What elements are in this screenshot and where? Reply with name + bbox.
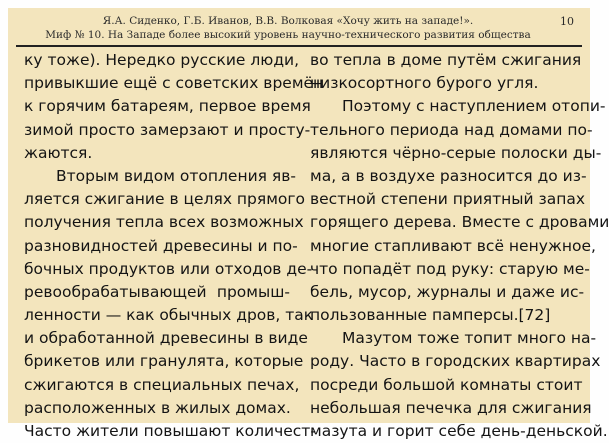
text-line: посреди большой комнаты стоит xyxy=(310,375,583,394)
right-text-column xyxy=(310,49,609,443)
header-chapter-title: Миф № 10. На Западе более высокий уровень научно-технического развития общества xyxy=(45,29,531,41)
text-line: к горячим батареям, первое время xyxy=(24,97,311,116)
text-line: являются чёрно-серые полоски ды- xyxy=(310,143,602,162)
document-page xyxy=(8,8,609,440)
text-line: вестной степени приятный запах xyxy=(310,190,586,209)
text-line: Часто жители повышают количест- xyxy=(24,422,316,440)
text-line: небольшая печечка для сжигания xyxy=(310,398,592,417)
text-line: расположенных в жилых домах. xyxy=(24,398,291,417)
page-number: 10 xyxy=(560,15,574,28)
text-line: горящего дерева. Вместе с дровами xyxy=(310,213,609,232)
text-line: низкосортного бурого угля. xyxy=(310,74,539,93)
text-line: бель, мусор, журналы и даже ис- xyxy=(310,282,585,301)
text-line: тельного периода над домами по- xyxy=(310,120,593,139)
text-line: ма, а в воздухе разносится до из- xyxy=(310,166,587,185)
text-line: разновидностей древесины и по- xyxy=(24,236,298,255)
text-line: получения тепла всех возможных xyxy=(24,213,304,232)
left-text-column xyxy=(24,49,324,443)
text-line: Поэтому с наступлением отопи- xyxy=(342,97,606,116)
text-line: многие стапливают всё ненужное, xyxy=(310,236,596,255)
text-line: во тепла в доме путём сжигания xyxy=(310,51,582,69)
text-line: ляется сжигание в целях прямого xyxy=(24,190,306,209)
text-line: ленности — как обычных дров, так xyxy=(24,306,314,325)
text-line: и обработанной древесины в виде xyxy=(24,329,308,348)
text-line: Вторым видом отопления яв- xyxy=(56,166,296,185)
text-line: пользованные памперсы.[72] xyxy=(310,306,551,325)
header-authors-title: Я.А. Сиденко, Г.Б. Иванов, В.В. Волковая «Хочу жить на западе!». xyxy=(102,15,474,27)
text-line: зимой просто замерзают и просту- xyxy=(24,120,311,139)
running-header xyxy=(8,8,590,46)
text-line: Мазутом тоже топит много на- xyxy=(342,329,597,348)
text-line: ку тоже). Нередко русские люди, xyxy=(24,51,300,69)
text-line: мазута и горит себе день-деньской. xyxy=(310,422,608,440)
text-line: что попадёт под руку: старую ме- xyxy=(310,259,590,278)
text-line: привыкшие ещё с советских времён xyxy=(24,74,324,93)
text-line: бочных продуктов или отходов де- xyxy=(24,259,313,278)
text-line: брикетов или гранулята, которые xyxy=(24,352,304,371)
text-line: ревообрабатывающей промыш- xyxy=(24,282,290,301)
header-divider xyxy=(16,45,582,47)
text-line: роду. Часто в городских квартирах xyxy=(310,352,601,371)
text-line: жаются. xyxy=(24,143,93,162)
text-line: сжигаются в специальных печах, xyxy=(24,375,300,394)
